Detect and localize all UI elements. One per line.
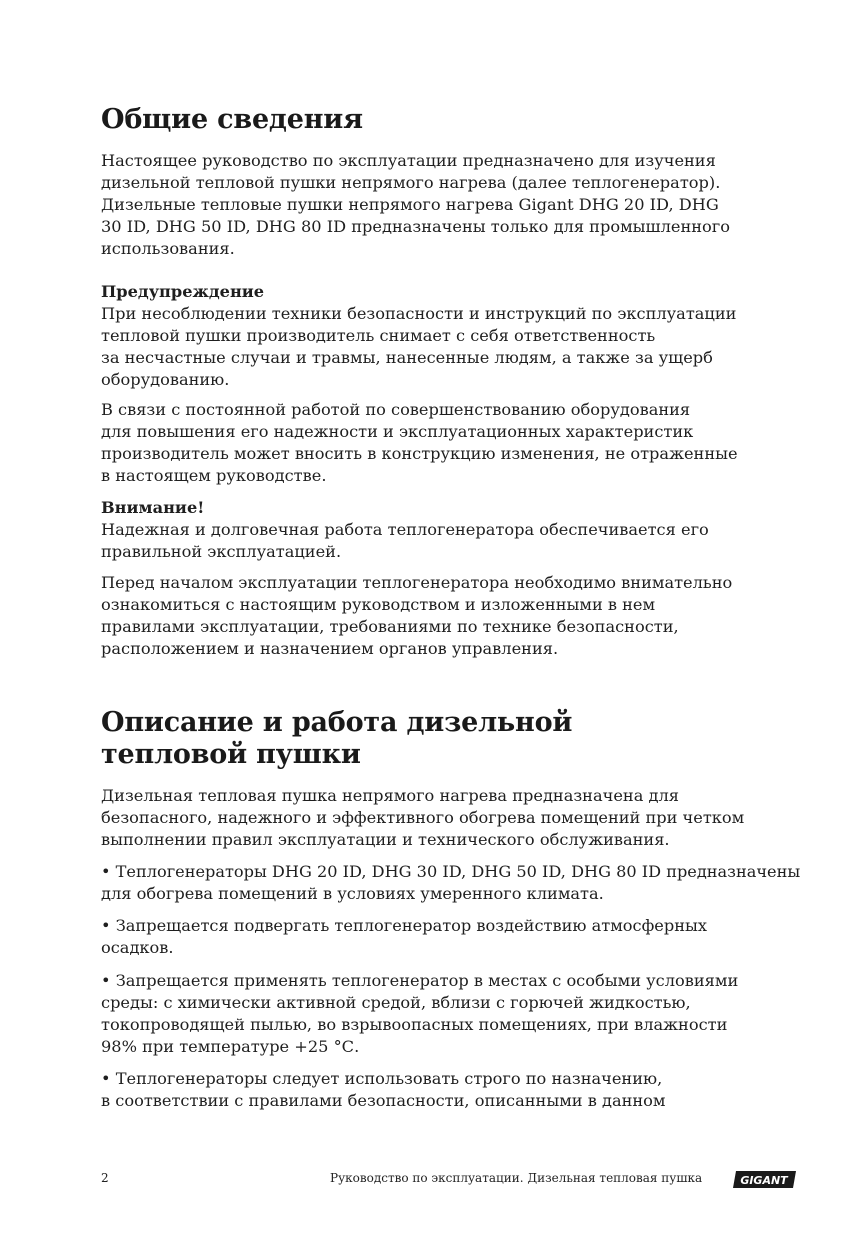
page-footer — [0, 1168, 867, 1192]
text-line: за несчастные случаи и травмы, нанесенные людям, а также за ущерб — [101, 348, 713, 367]
text-line: использования. — [101, 239, 235, 258]
text-line: для обогрева помещений в условиях умеренного климата. — [101, 884, 604, 903]
text-line: Дизельная тепловая пушка непрямого нагрева предназначена для — [101, 786, 679, 805]
text-line: безопасного, надежного и эффективного обогрева помещений при четком — [101, 808, 745, 827]
text-line: При несоблюдении техники безопасности и инструкций по эксплуатации — [101, 304, 737, 323]
attention-label: Внимание! — [101, 498, 205, 517]
before-use-paragraph — [101, 572, 732, 660]
text-line: оборудованию. — [101, 370, 230, 389]
text-line: 30 ID, DHG 50 ID, DHG 80 ID предназначены только для промышленного — [101, 217, 731, 236]
logo-text: GIGANT — [740, 1174, 788, 1187]
attention-block — [101, 497, 709, 563]
text-line: • Теплогенераторы DHG 20 ID, DHG 30 ID, DHG 50 ID, DHG 80 ID предназначены — [101, 862, 801, 881]
text-line: Надежная и долговечная работа теплогенератора обеспечивается его — [101, 520, 709, 539]
intro-paragraph — [101, 150, 730, 260]
text-line: В связи с постоянной работой по совершенствованию оборудования — [101, 400, 691, 419]
text-line: Дизельные тепловые пушки непрямого нагрева Gigant DHG 20 ID, DHG — [101, 195, 719, 214]
text-line: правильной эксплуатацией. — [101, 542, 342, 561]
text-line: осадков. — [101, 938, 174, 957]
bullet-item — [101, 1068, 666, 1112]
text-line: ознакомиться с настоящим руководством и изложенными в нем — [101, 595, 656, 614]
bullet-item — [101, 915, 707, 959]
text-line: • Теплогенераторы следует использовать строго по назначению, — [101, 1069, 663, 1088]
text-line: расположением и назначением органов управления. — [101, 639, 559, 658]
text-line: производитель может вносить в конструкцию изменения, не отраженные — [101, 444, 738, 463]
section-title-line: Описание и работа дизельной — [101, 707, 573, 738]
text-line: для повышения его надежности и эксплуатационных характеристик — [101, 422, 694, 441]
section-title-description — [101, 707, 572, 771]
text-line: Перед началом эксплуатации теплогенератора необходимо внимательно — [101, 573, 733, 592]
description-intro-paragraph — [101, 785, 744, 851]
bullet-item — [101, 970, 738, 1058]
page-number: 2 — [101, 1171, 109, 1185]
section-title-line: тепловой пушки — [101, 739, 361, 770]
text-line: в соответствии с правилами безопасности, описанными в данном — [101, 1091, 666, 1110]
text-line: тепловой пушки производитель снимает с себя ответственность — [101, 326, 656, 345]
text-line: среды: с химически активной средой, вблизи с горючей жидкостью, — [101, 993, 691, 1012]
text-line: в настоящем руководстве. — [101, 466, 327, 485]
text-line: правилами эксплуатации, требованиями по технике безопасности, — [101, 617, 679, 636]
text-line: дизельной тепловой пушки непрямого нагрева (далее теплогенератор). — [101, 173, 721, 192]
text-line: токопроводящей пылью, во взрывоопасных помещениях, при влажности — [101, 1015, 728, 1034]
gigant-logo — [733, 1171, 796, 1188]
section-title-line: Общие сведения — [101, 104, 363, 135]
text-line: 98% при температуре +25 °С. — [101, 1037, 360, 1056]
bullet-item — [101, 861, 800, 905]
warning-label: Предупреждение — [101, 282, 265, 301]
text-line: • Запрещается применять теплогенератор в местах с особыми условиями — [101, 971, 739, 990]
text-line: Настоящее руководство по эксплуатации предназначено для изучения — [101, 151, 716, 170]
section-title-general — [101, 104, 363, 136]
text-line: выполнении правил эксплуатации и технического обслуживания. — [101, 830, 670, 849]
footer-document-title: Руководство по эксплуатации. Дизельная тепловая пушка — [330, 1171, 703, 1185]
warning-block — [101, 281, 736, 391]
text-line: • Запрещается подвергать теплогенератор воздействию атмосферных — [101, 916, 708, 935]
improvement-paragraph — [101, 399, 738, 487]
